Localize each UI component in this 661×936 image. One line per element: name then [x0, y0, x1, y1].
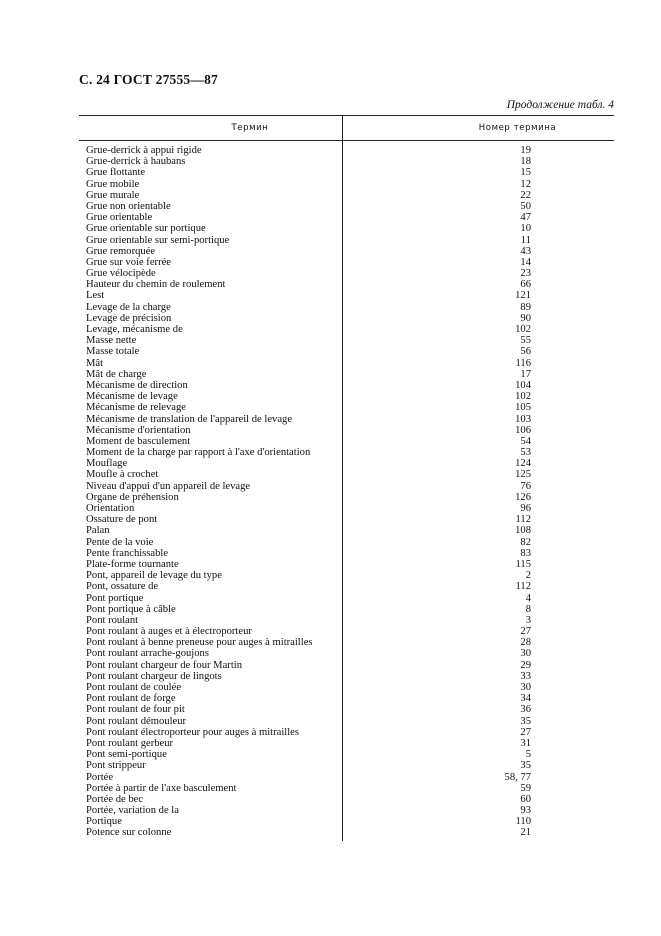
term-cell: Pont, ossature de — [86, 581, 159, 593]
term-number-cell: 27 — [520, 726, 531, 738]
term-number-cell: 35 — [520, 715, 531, 727]
term-cell: Pont roulant gerbeur — [86, 737, 174, 749]
table-row — [79, 637, 614, 648]
term-cell: Mécanisme de levage — [86, 391, 178, 403]
term-cell: Moment de la charge par rapport à l'axe d'orientation — [86, 447, 311, 459]
term-cell: Mouflage — [86, 458, 128, 470]
term-cell: Pont strippeur — [86, 760, 146, 772]
table-row — [79, 783, 614, 794]
table-row — [79, 514, 614, 525]
term-cell: Grue flottante — [86, 167, 146, 179]
term-cell: Grue murale — [86, 189, 140, 201]
term-number-cell: 2 — [525, 570, 531, 582]
table-row — [79, 727, 614, 738]
term-number-cell: 19 — [520, 145, 531, 156]
term-number-cell: 18 — [520, 156, 531, 168]
term-cell: Grue non orientable — [86, 200, 171, 212]
term-cell: Ossature de pont — [86, 514, 158, 526]
term-number-cell: 54 — [520, 435, 531, 447]
table-row — [79, 816, 614, 827]
table-row — [79, 648, 614, 659]
term-number-cell: 34 — [520, 693, 531, 705]
term-number-cell: 14 — [520, 256, 531, 268]
term-number-cell: 60 — [520, 793, 531, 805]
term-number-cell: 116 — [515, 357, 531, 369]
table-row — [79, 290, 614, 301]
term-number-cell: 4 — [525, 592, 531, 604]
term-cell: Pont roulant démouleur — [86, 715, 187, 727]
term-cell: Grue-derrick à haubans — [86, 156, 186, 168]
term-cell: Pont roulant électroporteur pour auges à mitrailles — [86, 726, 299, 738]
term-number-cell: 66 — [520, 279, 531, 291]
term-number-cell: 5 — [525, 749, 531, 761]
term-cell: Pont roulant arrache-goujons — [86, 648, 209, 660]
table-row — [79, 335, 614, 346]
term-number-cell: 47 — [520, 212, 531, 224]
table-row — [79, 693, 614, 704]
term-number-cell: 30 — [520, 682, 531, 693]
table-continuation-label: Продолжение табл. 4 — [506, 99, 614, 111]
table-row — [79, 458, 614, 469]
term-cell: Moment de basculement — [86, 435, 191, 447]
term-number-cell: 126 — [515, 491, 531, 503]
term-cell: Pente franchissable — [86, 547, 169, 559]
term-number-cell: 115 — [515, 558, 531, 570]
term-cell: Grue sur voie ferrée — [86, 256, 171, 268]
term-number-cell: 121 — [515, 290, 531, 302]
term-cell: Portique — [86, 816, 122, 828]
term-number-cell: 108 — [515, 525, 531, 537]
table-row — [79, 570, 614, 581]
table-header — [79, 115, 614, 141]
table-row — [79, 537, 614, 548]
table-row — [79, 604, 614, 615]
term-cell: Pente de la voie — [86, 536, 154, 548]
table-row — [79, 716, 614, 727]
term-cell: Pont roulant chargeur de lingots — [86, 670, 222, 682]
term-number-cell: 103 — [515, 413, 531, 425]
term-number-cell: 29 — [520, 659, 531, 671]
table-row — [79, 593, 614, 604]
table-row — [79, 279, 614, 290]
term-cell: Pont roulant chargeur de four Martin — [86, 659, 243, 671]
table-row — [79, 660, 614, 671]
table-row — [79, 324, 614, 335]
table-row — [79, 346, 614, 357]
term-cell: Portée — [86, 771, 114, 783]
term-number-cell: 125 — [515, 469, 531, 481]
term-cell: Levage, mécanisme de — [86, 324, 183, 335]
table-row — [79, 391, 614, 402]
term-cell: Masse nette — [86, 335, 137, 347]
term-number-cell: 21 — [520, 827, 531, 839]
table-row — [79, 772, 614, 783]
table-row — [79, 235, 614, 246]
term-cell: Masse totale — [86, 346, 140, 358]
term-number-cell: 90 — [520, 312, 531, 324]
term-number-cell: 102 — [515, 391, 531, 403]
term-number-cell: 33 — [520, 670, 531, 682]
table-row — [79, 615, 614, 626]
term-cell: Grue orientable — [86, 212, 153, 224]
term-number-cell: 89 — [520, 301, 531, 313]
term-cell: Levage de la charge — [86, 301, 171, 313]
table-row — [79, 626, 614, 637]
table-body — [79, 141, 614, 839]
table-row — [79, 581, 614, 592]
term-cell: Hauteur du chemin de roulement — [86, 279, 226, 291]
table-row — [79, 156, 614, 167]
term-cell: Pont portique — [86, 592, 144, 604]
term-number-cell: 102 — [515, 324, 531, 335]
table-row — [79, 212, 614, 223]
term-cell: Mécanisme d'orientation — [86, 424, 191, 436]
term-cell: Pont roulant à benne preneuse pour auges à mitrailles — [86, 637, 313, 649]
table-row — [79, 760, 614, 771]
term-number-cell: 93 — [520, 805, 531, 817]
term-cell: Pont roulant à auges et à électroporteur — [86, 626, 252, 638]
terms-table — [79, 115, 614, 839]
table-row — [79, 682, 614, 693]
term-cell: Grue orientable sur portique — [86, 223, 206, 235]
term-number-cell: 31 — [520, 737, 531, 749]
table-row — [79, 503, 614, 514]
table-row — [79, 469, 614, 480]
term-number-cell: 36 — [520, 704, 531, 716]
term-cell: Plate-forme tournante — [86, 558, 179, 570]
term-number-cell: 3 — [525, 614, 531, 626]
term-number-cell: 83 — [520, 547, 531, 559]
page-header: С. 24 ГОСТ 27555—87 — [79, 72, 218, 87]
term-cell: Pont roulant de forge — [86, 693, 176, 705]
table-row — [79, 749, 614, 760]
table-row — [79, 190, 614, 201]
term-number-cell: 35 — [520, 760, 531, 772]
term-number-cell: 82 — [520, 536, 531, 548]
term-cell: Potence sur colonne — [86, 827, 172, 839]
term-number-cell: 15 — [520, 167, 531, 179]
table-row — [79, 525, 614, 536]
table-row — [79, 369, 614, 380]
term-cell: Mécanisme de translation de l'appareil de levage — [86, 413, 293, 425]
table-row — [79, 313, 614, 324]
term-number-cell: 23 — [520, 268, 531, 280]
term-number-cell: 112 — [515, 514, 531, 526]
table-row — [79, 805, 614, 816]
term-cell: Portée de bec — [86, 793, 144, 805]
term-number-cell: 112 — [515, 581, 531, 593]
term-cell: Orientation — [86, 503, 135, 514]
column-header-term: Термин — [231, 123, 269, 133]
term-number-cell: 76 — [520, 480, 531, 492]
table-row — [79, 481, 614, 492]
term-cell: Pont, appareil de levage du type — [86, 570, 222, 582]
term-number-cell: 58, 77 — [504, 771, 531, 783]
term-cell: Pont roulant de four pit — [86, 704, 185, 716]
term-cell: Grue orientable sur semi-portique — [86, 234, 230, 246]
term-number-cell: 53 — [520, 447, 531, 459]
table-row — [79, 447, 614, 458]
table-row — [79, 414, 614, 425]
table-row — [79, 257, 614, 268]
term-cell: Levage de précision — [86, 312, 172, 324]
term-number-cell: 27 — [520, 626, 531, 638]
term-cell: Portée, variation de la — [86, 805, 179, 817]
term-number-cell: 124 — [515, 458, 531, 470]
table-row — [79, 246, 614, 257]
term-number-cell: 28 — [520, 637, 531, 649]
term-cell: Mât — [86, 357, 104, 369]
term-cell: Niveau d'appui d'un appareil de levage — [86, 480, 251, 492]
table-row — [79, 179, 614, 190]
term-number-cell: 106 — [515, 424, 531, 436]
term-cell: Pont semi-portique — [86, 749, 167, 761]
term-number-cell: 55 — [520, 335, 531, 347]
table-row — [79, 425, 614, 436]
term-number-cell: 56 — [520, 346, 531, 358]
term-cell: Organe de préhension — [86, 491, 179, 503]
term-cell: Portée à partir de l'axe basculement — [86, 782, 237, 794]
table-row — [79, 268, 614, 279]
term-cell: Mât de charge — [86, 368, 147, 380]
table-row — [79, 358, 614, 369]
term-cell: Palan — [86, 525, 110, 537]
term-cell: Pont roulant — [86, 614, 139, 626]
term-number-cell: 22 — [520, 189, 531, 201]
table-row — [79, 559, 614, 570]
table-row — [79, 704, 614, 715]
table-row — [79, 794, 614, 805]
term-number-cell: 10 — [520, 223, 531, 235]
table-row — [79, 436, 614, 447]
term-cell: Grue mobile — [86, 178, 140, 190]
term-cell: Pont portique à câble — [86, 603, 176, 615]
table-row — [79, 145, 614, 156]
term-number-cell: 8 — [525, 603, 531, 615]
term-cell: Grue-derrick à appui rigide — [86, 145, 202, 156]
term-number-cell: 104 — [515, 379, 531, 391]
term-cell: Pont roulant de coulée — [86, 682, 182, 693]
column-header-number: Номер термина — [478, 123, 557, 133]
table-row — [79, 380, 614, 391]
table-row — [79, 302, 614, 313]
term-cell: Lest — [86, 290, 105, 302]
table-row — [79, 223, 614, 234]
term-cell: Mécanisme de direction — [86, 379, 188, 391]
table-row — [79, 492, 614, 503]
term-cell: Grue remorquée — [86, 245, 156, 257]
term-number-cell: 17 — [520, 368, 531, 380]
term-cell: Moufle à crochet — [86, 469, 159, 481]
term-number-cell: 50 — [520, 200, 531, 212]
table-row — [79, 738, 614, 749]
table-row — [79, 167, 614, 178]
table-row — [79, 827, 614, 838]
table-row — [79, 201, 614, 212]
table-row — [79, 671, 614, 682]
term-number-cell: 105 — [515, 402, 531, 414]
table-row — [79, 548, 614, 559]
term-cell: Mécanisme de relevage — [86, 402, 186, 414]
term-number-cell: 43 — [520, 245, 531, 257]
term-number-cell: 12 — [520, 178, 531, 190]
term-number-cell: 30 — [520, 648, 531, 660]
term-number-cell: 96 — [520, 503, 531, 514]
table-row — [79, 402, 614, 413]
term-cell: Grue vélocipède — [86, 268, 156, 280]
term-number-cell: 11 — [520, 234, 531, 246]
term-number-cell: 110 — [515, 816, 531, 828]
term-number-cell: 59 — [520, 782, 531, 794]
